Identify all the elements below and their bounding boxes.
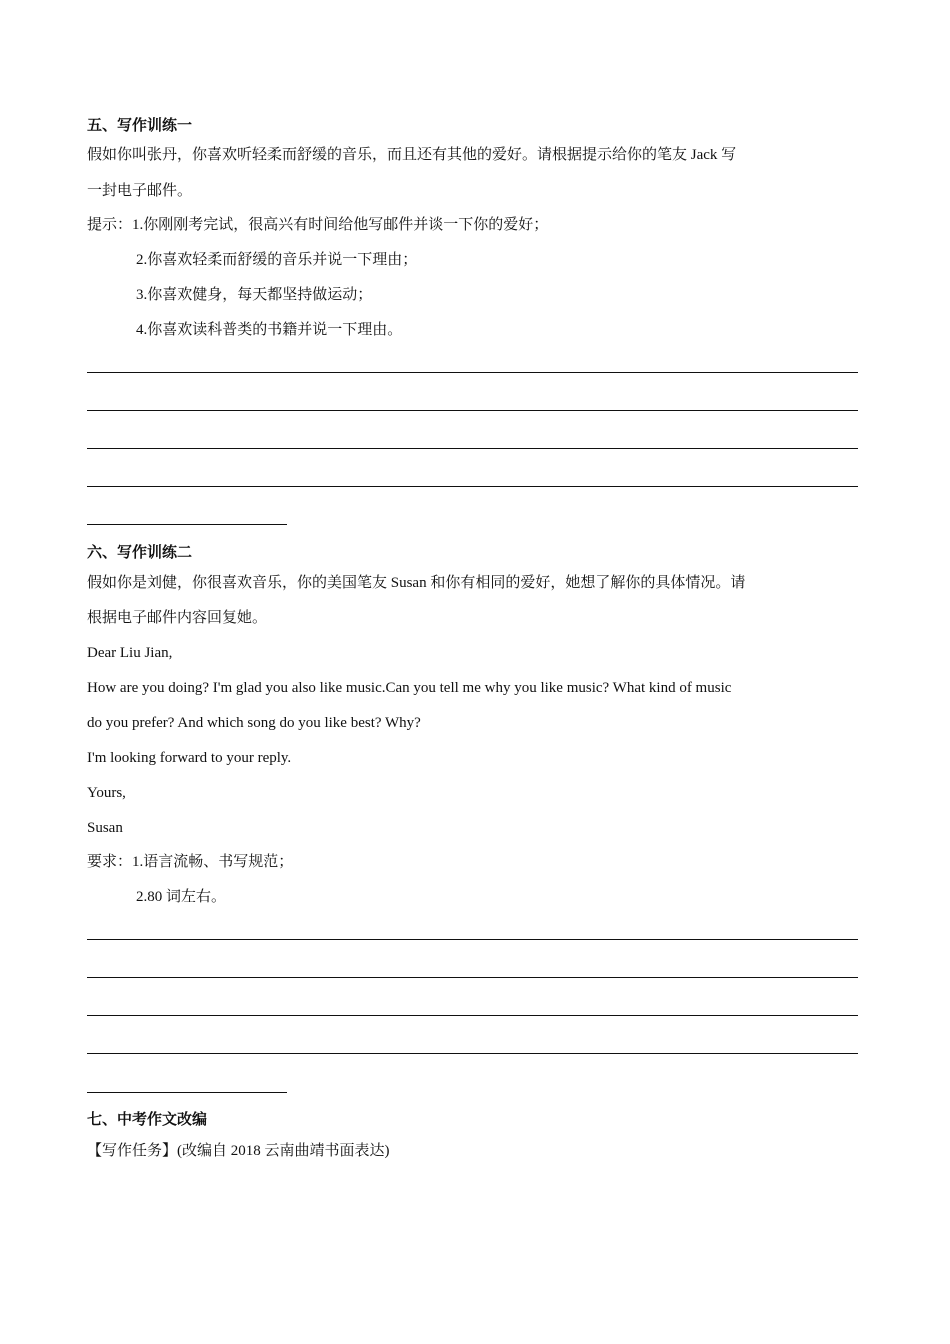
answer-line (87, 977, 858, 978)
letter-closing: Yours, (87, 785, 126, 801)
section-heading-7: 七、中考作文改编 (87, 1110, 208, 1128)
letter-body: do you prefer? And which song do you like best? Why? (87, 715, 421, 731)
answer-line (87, 448, 858, 449)
answer-line (87, 939, 858, 940)
answer-line (87, 1053, 858, 1054)
section-heading-5: 五、写作训练一 (87, 116, 193, 134)
answer-line (87, 410, 858, 411)
prompt-text: 假如你是刘健，你很喜欢音乐，你的美国笔友 Susan 和你有相同的爱好，她想了解你的具体情况。请 (87, 575, 746, 591)
hint-item: 2.你喜欢轻柔而舒缓的音乐并说一下理由； (136, 252, 418, 268)
task-text: 【写作任务】(改编自 2018 云南曲靖书面表达) (87, 1143, 390, 1159)
hint-item: 提示：1.你刚刚考完试，很高兴有时间给他写邮件并谈一下你的爱好； (87, 217, 549, 233)
answer-line (87, 524, 287, 525)
answer-line (87, 1092, 287, 1093)
letter-body: I'm looking forward to your reply. (87, 750, 292, 766)
answer-line (87, 372, 858, 373)
answer-line (87, 486, 858, 487)
answer-line (87, 1015, 858, 1016)
section-heading-6: 六、写作训练二 (87, 543, 193, 561)
requirement-item: 2.80 词左右。 (136, 889, 227, 905)
hint-item: 4.你喜欢读科普类的书籍并说一下理由。 (136, 322, 403, 338)
requirement-item: 要求：1.语言流畅、书写规范； (87, 854, 294, 870)
letter-body: How are you doing? I'm glad you also like music.Can you tell me why you like music? What kind of music (87, 680, 732, 696)
hint-item: 3.你喜欢健身，每天都坚持做运动； (136, 287, 373, 303)
letter-signature: Susan (87, 820, 123, 836)
prompt-text: 假如你叫张丹，你喜欢听轻柔而舒缓的音乐，而且还有其他的爱好。请根据提示给你的笔友 Jack 写 (87, 147, 737, 163)
letter-greeting: Dear Liu Jian, (87, 645, 173, 661)
prompt-text: 根据电子邮件内容回复她。 (87, 610, 268, 626)
prompt-text: 一封电子邮件。 (87, 183, 193, 199)
